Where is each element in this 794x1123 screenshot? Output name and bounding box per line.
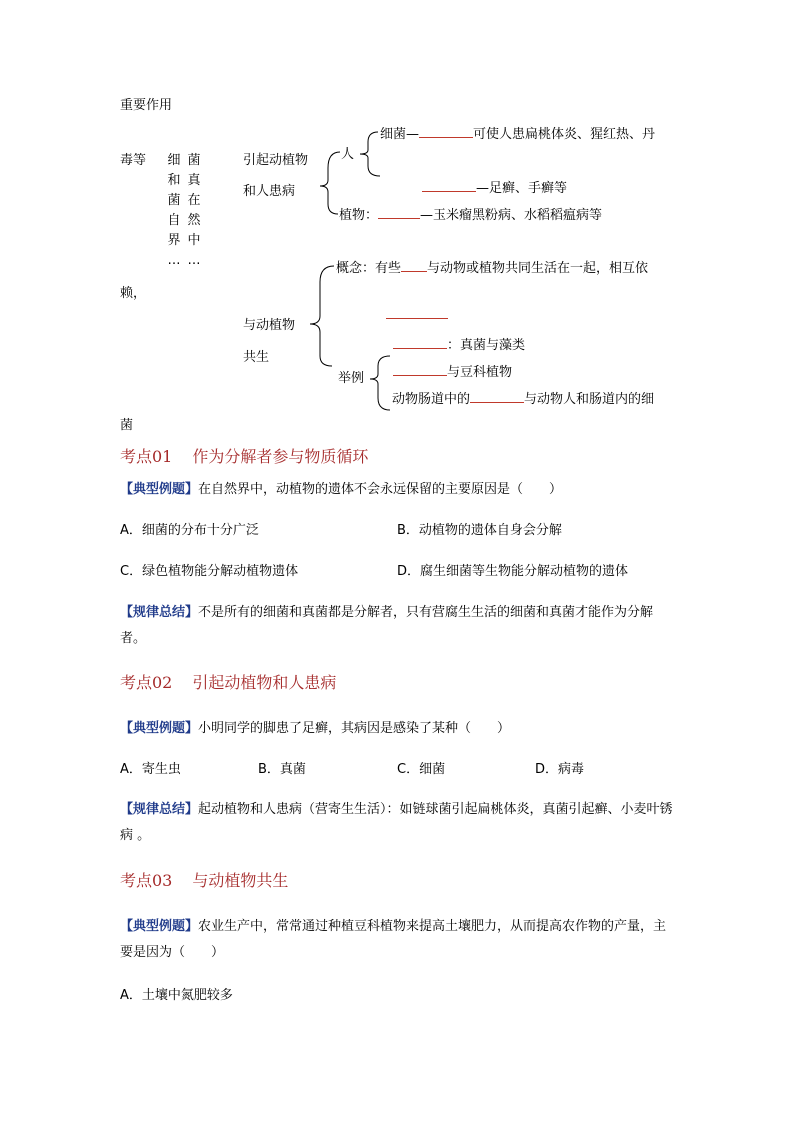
disease-label-cut: 和人患病	[243, 184, 296, 199]
summary-02: 【规律总结】起动植物和人患病（营寄生生活）：如链球菌引起扁桃体炎，真菌引起癣、小麦叶锈病 。	[120, 802, 673, 843]
blank	[393, 336, 447, 349]
option-d: D．腐生细菌等生物能分解动植物的遗体	[397, 564, 629, 579]
option-c: C．绿色植物能分解动植物遗体	[120, 564, 299, 579]
blank	[386, 318, 448, 319]
option-b: B．真菌	[258, 762, 306, 777]
option-a: A．土壤中氮肥较多	[120, 988, 233, 1003]
option-c: C．细菌	[397, 762, 446, 777]
section-heading-01: 考点01 作为分解者参与物质循环	[120, 447, 369, 466]
blank	[401, 259, 427, 272]
option-b: B．动植物的遗体自身会分解	[397, 523, 562, 538]
summary-tag: 【规律总结】	[120, 605, 199, 620]
example-tag: 【典型例题】	[120, 482, 199, 497]
bacteria-line: 细菌— 可使人患扁桃体炎、猩红热、丹	[380, 127, 656, 142]
brace-examples	[370, 356, 390, 410]
concept-line: 概念：有些 与动物或植物共同生活在一起，相互依	[336, 261, 649, 276]
plant-line: 植物： —玉米瘤黑粉病、水稻稻瘟病等	[339, 208, 603, 223]
example-fungi-algae: ：真菌与藻类	[393, 336, 525, 355]
example-legume: 与豆科植物	[393, 363, 512, 382]
symbiosis-label: 与动植物	[243, 318, 296, 333]
summary-01: 【规律总结】不是所有的细菌和真菌都是分解者，只有营腐生生活的细菌和真菌才能作为分解者。	[120, 605, 654, 646]
example-label: 举例	[338, 371, 365, 386]
lai-text: 赖，	[120, 286, 147, 301]
section-heading-02: 考点02 引起动植物和人患病	[120, 673, 337, 692]
jun-text: 菌	[120, 418, 134, 433]
diagram-left-text: 毒等	[120, 153, 147, 168]
fungi-line: —足癣、手癣等	[422, 179, 567, 198]
option-a: A．细菌的分布十分广泛	[120, 523, 259, 538]
blank	[419, 125, 473, 138]
brace-symbiosis	[310, 266, 334, 366]
diagram-top-text: 重要作用	[120, 98, 173, 113]
person-label: 人	[341, 147, 355, 162]
symbiosis-label-cut: 共生	[243, 350, 270, 365]
question-03: 【典型例题】农业生产中，常常通过种植豆科植物来提高土壤肥力，从而提高农作物的产量，主要是因为（ ）	[120, 919, 667, 960]
question-01: 【典型例题】在自然界中，动植物的遗体不会永远保留的主要原因是（ ）	[120, 482, 563, 497]
vertical-text-col1: 细 和 菌 自 界 …	[167, 153, 181, 268]
option-d: D．病毒	[535, 762, 585, 777]
option-a: A．寄生虫	[120, 762, 181, 777]
summary-tag: 【规律总结】	[120, 802, 199, 817]
vertical-text-col2: 菌 真 在 然 中 …	[187, 153, 201, 268]
blank	[393, 363, 447, 376]
example-tag: 【典型例题】	[120, 721, 199, 736]
section-heading-03: 考点03 与动植物共生	[120, 871, 289, 890]
question-02: 【典型例题】小明同学的脚患了足癣，其病因是感染了某种（ ）	[120, 721, 511, 736]
disease-label: 引起动植物	[243, 153, 309, 168]
brace-disease	[320, 152, 340, 214]
example-gut: 动物肠道中的 与动物人和肠道内的细	[392, 392, 655, 407]
example-tag: 【典型例题】	[120, 919, 199, 934]
blank	[470, 390, 524, 403]
blank	[422, 179, 476, 192]
brace-person	[360, 132, 380, 176]
blank	[378, 206, 420, 219]
